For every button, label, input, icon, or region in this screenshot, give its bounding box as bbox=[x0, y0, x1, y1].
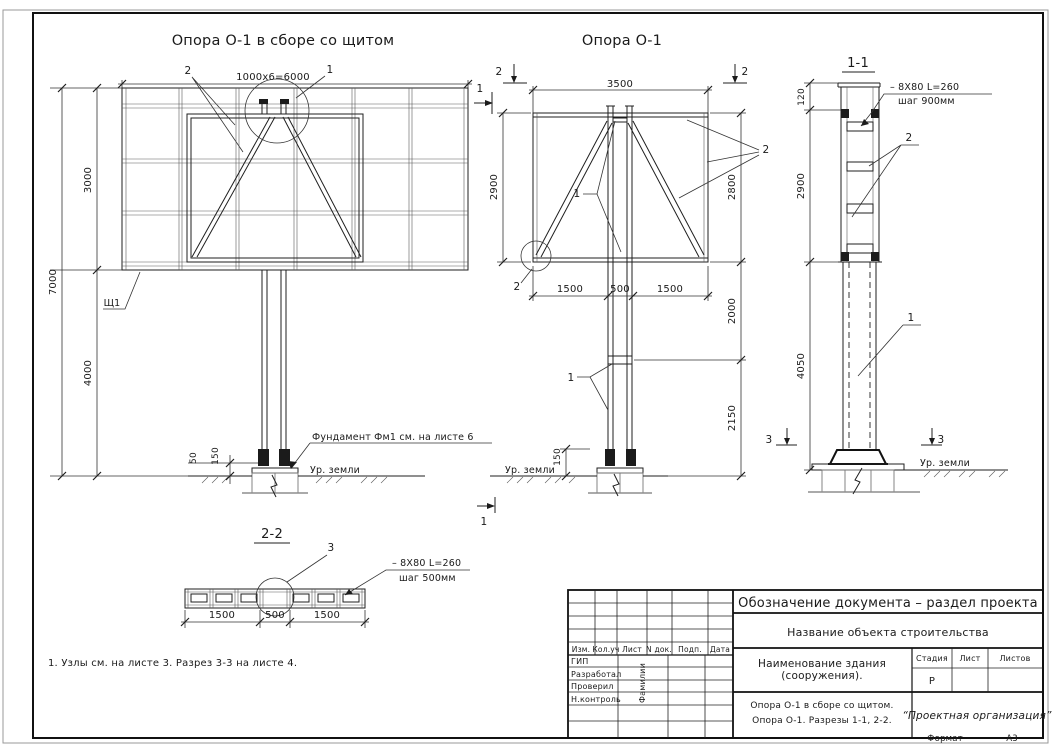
role-gip: ГИП bbox=[571, 657, 589, 666]
callout-3-s22: 3 bbox=[327, 542, 335, 554]
col-koluch: Кол.уч bbox=[592, 645, 620, 654]
foundation-note: Фундамент Фм1 см. на листе 6 bbox=[312, 432, 474, 443]
sheets-label: Листов bbox=[999, 654, 1031, 663]
ground-level-label: Ур. земли bbox=[310, 465, 360, 476]
format-label: Формат bbox=[927, 734, 963, 744]
shield-label: Щ1 bbox=[103, 298, 121, 309]
dim-120: 120 bbox=[797, 88, 807, 106]
view-assembly-title: Опора О-1 в сборе со щитом bbox=[171, 33, 395, 49]
org-name: “Проектная организация” bbox=[902, 710, 1052, 722]
dim-150-frame: 150 bbox=[553, 448, 563, 466]
dim-3500: 3500 bbox=[606, 79, 634, 90]
col-list: Лист bbox=[622, 645, 642, 654]
callout-2: 2 bbox=[184, 65, 192, 77]
dim-1500-right: 1500 bbox=[656, 284, 684, 295]
section-marker-2-right: 2 bbox=[741, 66, 749, 78]
callout-2-corner: 2 bbox=[513, 281, 521, 293]
section-2-2-title: 2-2 bbox=[261, 527, 283, 542]
section-marker-3-right: 3 bbox=[937, 434, 945, 446]
plate-step-s22: шаг 500мм bbox=[399, 573, 456, 584]
dim-top-6000: 1000х6=6000 bbox=[236, 72, 310, 83]
content-line2: Опора О-1. Разрезы 1-1, 2-2. bbox=[752, 716, 892, 726]
dim-4000: 4000 bbox=[83, 359, 94, 387]
plate-step-s11: шаг 900мм bbox=[898, 96, 955, 107]
dim-500-s22: 500 bbox=[265, 610, 285, 621]
section-1-1-title: 1-1 bbox=[847, 56, 869, 71]
stage-value: Р bbox=[928, 676, 936, 687]
ground-level-label-s11: Ур. земли bbox=[920, 458, 970, 469]
role-razrabotal: Разработал bbox=[571, 670, 622, 679]
callout-2-right: 2 bbox=[762, 144, 770, 156]
dim-1500-s22-right: 1500 bbox=[313, 610, 341, 621]
role-proveril: Проверил bbox=[571, 682, 614, 691]
drawing-note: 1. Узлы см. на листе 3. Разрез 3-3 на листе 4. bbox=[48, 658, 298, 669]
col-ndok: N док. bbox=[646, 645, 672, 654]
dim-500: 500 bbox=[610, 284, 630, 295]
dim-1500-left: 1500 bbox=[556, 284, 584, 295]
dim-150: 150 bbox=[211, 447, 221, 465]
doc-designation: Обозначение документа – раздел проекта bbox=[738, 596, 1038, 611]
col-izm: Изм. bbox=[571, 645, 591, 654]
col-podp: Подп. bbox=[678, 645, 702, 654]
dim-4050: 4050 bbox=[796, 352, 807, 380]
plate-annotation-s11: – 8Х80 L=260 bbox=[890, 82, 960, 93]
dim-1500-s22-left: 1500 bbox=[208, 610, 236, 621]
building-name-line2: (сооружения). bbox=[781, 670, 863, 682]
col-data: Дата bbox=[709, 645, 731, 654]
building-name-line1: Наименование здания bbox=[757, 658, 887, 670]
object-name: Название объекта строительства bbox=[787, 626, 989, 639]
content-line1: Опора О-1 в сборе со щитом. bbox=[750, 701, 894, 711]
section-marker-1-top: 1 bbox=[476, 83, 484, 95]
anchor-bolts-left bbox=[258, 449, 269, 466]
dim-2900-frame: 2900 bbox=[489, 173, 500, 201]
dim-50: 50 bbox=[189, 452, 199, 464]
callout-1-upper: 1 bbox=[573, 188, 581, 200]
sheet-label: Лист bbox=[959, 654, 981, 663]
dim-3000: 3000 bbox=[83, 166, 94, 194]
names-vertical: Фамилии bbox=[638, 663, 647, 703]
dim-2150: 2150 bbox=[727, 404, 738, 432]
dim-7000: 7000 bbox=[48, 268, 59, 296]
format-value: А3 bbox=[1006, 734, 1018, 744]
ground-level-label-frame: Ур. земли bbox=[505, 465, 555, 476]
section-marker-2-left: 2 bbox=[495, 66, 503, 78]
section-marker-1-bottom: 1 bbox=[480, 516, 488, 528]
dim-2800: 2800 bbox=[727, 173, 738, 201]
anchor-bolts-right bbox=[279, 449, 290, 466]
plate-annotation-s22: – 8Х80 L=260 bbox=[392, 558, 462, 569]
callout-1-lower: 1 bbox=[567, 372, 575, 384]
dim-2000: 2000 bbox=[727, 297, 738, 325]
stage-label: Стадия bbox=[916, 654, 948, 663]
callout-1-s11: 1 bbox=[907, 312, 915, 324]
section-marker-3-left: 3 bbox=[765, 434, 773, 446]
callout-2-s11: 2 bbox=[905, 132, 913, 144]
view-frame-title: Опора О-1 bbox=[581, 33, 663, 49]
callout-1: 1 bbox=[326, 64, 334, 76]
role-nkontrol: Н.контроль bbox=[571, 695, 621, 704]
dim-2900-s11: 2900 bbox=[796, 172, 807, 200]
